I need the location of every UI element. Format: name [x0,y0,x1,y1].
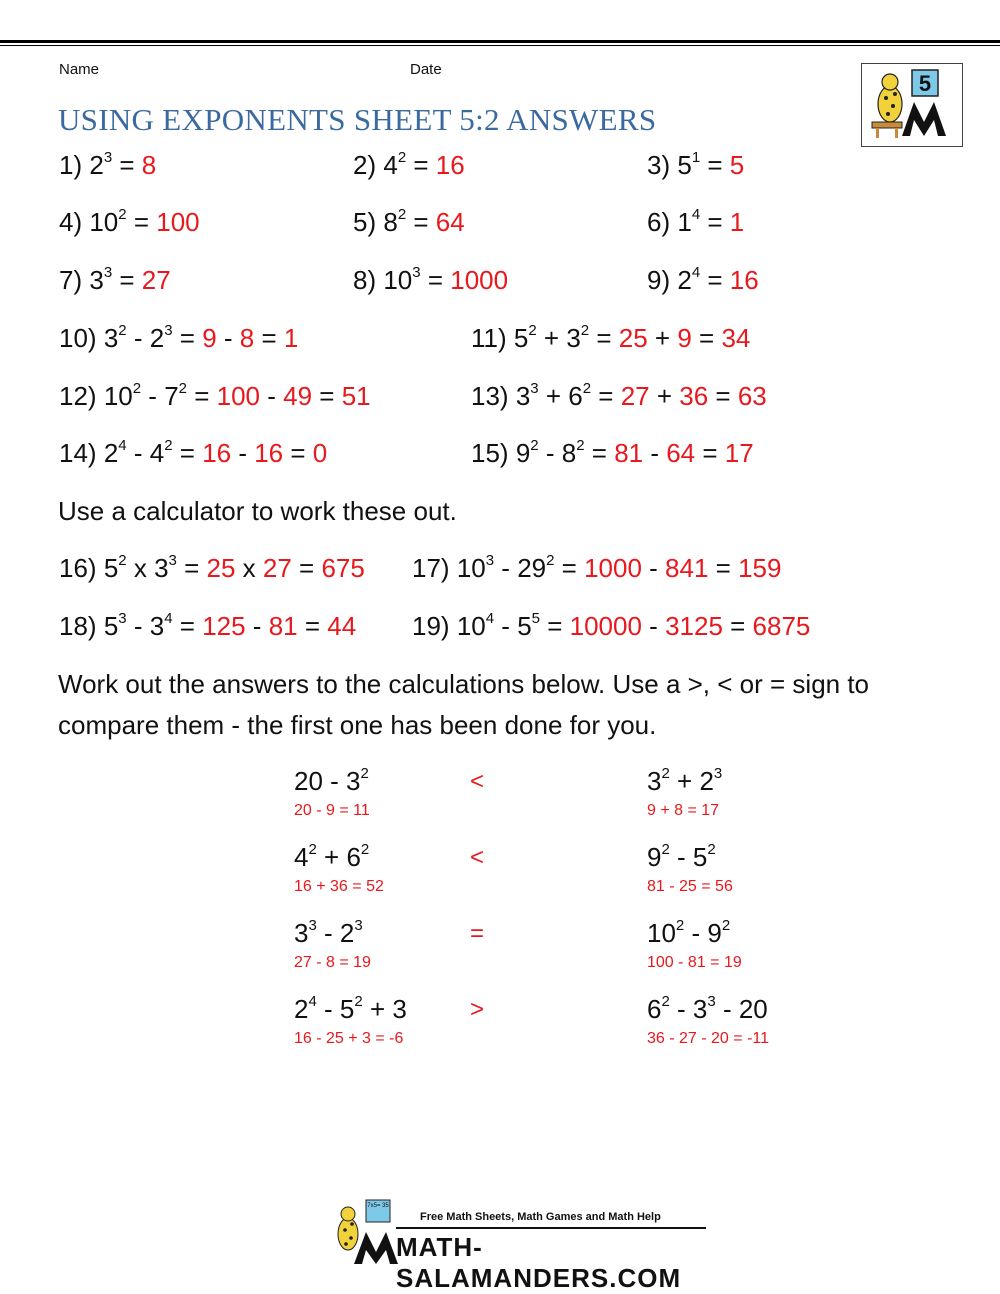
term: 3 [647,766,662,796]
question-number: 18) [59,611,104,641]
value-1: 100 [216,381,261,411]
answer: 16 [435,150,465,180]
value-1: 1000 [584,553,642,583]
value-2: 8 [239,323,255,353]
answer: 16 [729,265,759,295]
base: 5 [103,553,119,583]
value-2: 49 [283,381,313,411]
salamander-logo-icon [862,64,962,146]
equals: = [708,381,738,411]
exponent: 2 [308,841,317,859]
equals: = [540,611,570,641]
operator: - [538,438,562,468]
equals: = [312,381,342,411]
question-19 [412,611,810,642]
question-number: 9) [647,265,678,295]
base: 9 [515,438,531,468]
operator: - [494,553,518,583]
result: 17 [724,438,754,468]
term: + 3 [362,994,407,1024]
result: 1 [283,323,299,353]
equals: = [291,553,322,583]
exponent: 2 [132,380,142,398]
value-1: 16 [202,438,232,468]
exponent: 4 [308,993,317,1011]
exponent: 5 [531,610,540,628]
result: 44 [327,611,357,641]
term: + 6 [316,842,361,872]
base: 7 [164,381,179,411]
compare-sign: < [470,768,485,795]
exponent: 2 [360,841,370,859]
term: 2 [294,994,309,1024]
compare-left-expression [294,918,363,949]
footer-mini-badge: 7x5= 35 [367,1203,389,1209]
base: 8 [383,207,398,237]
question-number: 1) [59,150,90,180]
compare-sign: > [470,996,485,1023]
question-number: 8) [353,265,384,295]
base: 3 [515,381,531,411]
question-1 [59,150,156,181]
base: 10 [383,265,413,295]
answer: 64 [435,207,465,237]
equals: = [695,438,725,468]
exponent: 2 [530,437,539,455]
exponent: 2 [582,380,592,398]
equals: = [420,265,451,295]
question-number: 16) [59,553,104,583]
question-14 [59,438,327,469]
base: 2 [677,265,692,295]
compare-left-expression [294,766,369,797]
answer: 5 [729,150,745,180]
operator: - [141,381,165,411]
question-10 [59,323,298,354]
question-7 [59,265,171,296]
operator: - [216,323,240,353]
compare-right-working: 36 - 27 - 20 = -11 [647,1030,769,1047]
exponent: 3 [485,552,495,570]
compare-left-expression [294,994,407,1025]
operator: - [126,323,150,353]
exponent: 2 [707,841,716,859]
result: 159 [738,553,782,583]
equals: = [406,150,436,180]
base: 2 [103,438,119,468]
equals: = [691,323,722,353]
question-number: 15) [471,438,516,468]
exponent: 3 [103,264,113,282]
question-4 [59,207,200,238]
exponent: 2 [721,917,731,935]
operator: - [641,611,666,641]
exponent: 2 [661,993,670,1011]
footer-brand: MATH-SALAMANDERS.COM [396,1232,682,1293]
answer: 27 [141,265,171,295]
compare-instruction-line-1: Work out the answers to the calculations below. Use a >, < or = sign to [58,669,870,699]
compare-right-working: 100 - 81 = 19 [647,954,742,971]
question-11 [471,323,750,354]
exponent: 2 [661,841,670,859]
exponent: 2 [528,322,537,340]
base: 5 [517,611,532,641]
exponent: 2 [178,380,187,398]
operator: - [494,611,518,641]
compare-right-working: 81 - 25 = 56 [647,878,733,895]
compare-left-expression [294,842,369,873]
answer: 1000 [450,265,509,295]
question-3 [647,150,744,181]
question-8 [353,265,508,296]
answer: 8 [141,150,157,180]
base: 3 [154,553,169,583]
compare-left-working: 16 - 25 + 3 = -6 [294,1030,404,1047]
equals: = [112,265,142,295]
result: 0 [312,438,328,468]
exponent: 3 [713,765,723,783]
exponent: 3 [118,610,127,628]
compare-right-expression [647,766,722,797]
term: 6 [647,994,662,1024]
operator: + [538,381,569,411]
value-2: 3125 [665,611,723,641]
question-12 [59,381,371,412]
question-2 [353,150,465,181]
base: 10 [89,207,119,237]
question-number: 19) [412,611,457,641]
equals: = [187,381,217,411]
operator: + [649,381,680,411]
base: 10 [456,611,486,641]
exponent: 2 [118,322,127,340]
equals: = [283,438,313,468]
compare-right-expression [647,994,768,1025]
operator: - [260,381,284,411]
question-15 [471,438,754,469]
answer: 1 [729,207,745,237]
exponent: 2 [675,917,685,935]
grade-badge-text: 5 [918,71,932,96]
base: 8 [561,438,577,468]
question-number: 6) [647,207,678,237]
exponent: 2 [397,206,407,224]
exponent: 2 [118,552,127,570]
term: 20 - 3 [294,766,361,796]
equals: = [700,150,730,180]
exponent: 2 [164,437,173,455]
operator: - [245,611,269,641]
compare-right-expression [647,918,730,949]
base: 5 [103,611,119,641]
exponent: 4 [691,264,701,282]
operator: - [126,611,150,641]
term: - 3 [669,994,708,1024]
value-1: 10000 [569,611,642,641]
result: 51 [341,381,371,411]
term: - 5 [316,994,355,1024]
question-number: 5) [353,207,384,237]
exponent: 3 [168,552,177,570]
compare-left-working: 16 + 36 = 52 [294,878,384,895]
exponent: 2 [546,552,555,570]
exponent: 3 [530,380,539,398]
term: - 9 [684,918,722,948]
base: 10 [456,553,486,583]
result: 675 [321,553,365,583]
base: 3 [103,323,119,353]
exponent: 3 [103,149,113,167]
operator: x [235,553,263,583]
value-2: 64 [666,438,696,468]
value-2: 36 [679,381,709,411]
compare-left-working: 27 - 8 = 19 [294,954,371,971]
base: 4 [149,438,165,468]
value-2: 841 [665,553,709,583]
operator: - [231,438,255,468]
term: - 5 [669,842,708,872]
equals: = [591,381,621,411]
question-5 [353,207,465,238]
question-number: 12) [59,381,104,411]
base: 6 [568,381,583,411]
equals: = [254,323,284,353]
equals: = [722,611,753,641]
base: 5 [513,323,529,353]
value-2: 16 [254,438,284,468]
top-rule [0,40,1000,43]
name-label: Name [59,61,100,78]
value-1: 25 [206,553,236,583]
exponent: 2 [576,437,585,455]
question-16 [59,553,365,584]
value-1: 125 [202,611,246,641]
base: 3 [89,265,104,295]
base: 2 [89,150,104,180]
compare-sign: < [470,844,485,871]
base: 29 [517,553,547,583]
equals: = [297,611,328,641]
question-number: 11) [471,323,514,353]
operator: - [641,553,666,583]
equals: = [406,207,436,237]
base: 10 [103,381,133,411]
question-number: 10) [59,323,104,353]
exponent: 3 [354,917,363,935]
exponent: 3 [412,264,421,282]
base: 5 [677,150,692,180]
term: - 2 [316,918,355,948]
question-number: 17) [412,553,457,583]
exponent: 2 [354,993,363,1011]
equals: = [589,323,619,353]
operator: + [536,323,567,353]
equals: = [172,611,203,641]
question-number: 7) [59,265,90,295]
term: 10 [647,918,676,948]
top-rule-thin [0,45,1000,46]
equals: = [172,323,203,353]
base: 3 [566,323,581,353]
footer-divider [396,1227,706,1229]
term: + 2 [669,766,714,796]
grade-logo [861,63,963,147]
equals: = [708,553,739,583]
base: 2 [149,323,165,353]
footer-logo [326,1196,716,1293]
term: 3 [294,918,309,948]
question-6 [647,207,744,238]
operator: + [647,323,678,353]
equals: = [700,207,730,237]
value-1: 81 [614,438,644,468]
calculator-instruction: Use a calculator to work these out. [58,496,457,526]
equals: = [172,438,203,468]
exponent: 2 [397,149,407,167]
compare-left-working: 20 - 9 = 11 [294,802,370,819]
term: 9 [647,842,662,872]
result: 6875 [752,611,811,641]
result: 34 [721,323,751,353]
question-number: 4) [59,207,90,237]
equals: = [176,553,207,583]
compare-right-expression [647,842,716,873]
value-2: 81 [268,611,298,641]
value-2: 9 [677,323,692,353]
compare-instruction-line-2: compare them - the first one has been done for you. [58,710,657,740]
question-17 [412,553,781,584]
exponent: 2 [580,322,590,340]
page-title: USING EXPONENTS SHEET 5:2 ANSWERS [58,102,657,137]
value-1: 25 [618,323,648,353]
exponent: 4 [118,437,127,455]
question-13 [471,381,767,412]
operator: x [126,553,155,583]
operator: - [643,438,667,468]
exponent: 3 [308,917,317,935]
base: 1 [677,207,692,237]
exponent: 2 [118,206,127,224]
exponent: 2 [661,765,670,783]
question-number: 13) [471,381,516,411]
exponent: 1 [691,149,701,167]
equals: = [112,150,142,180]
date-label: Date [410,61,442,78]
exponent: 3 [707,993,716,1011]
base: 4 [383,150,398,180]
term: - 20 [715,994,768,1024]
equals: = [554,553,585,583]
compare-right-working: 9 + 8 = 17 [647,802,720,819]
value-2: 27 [262,553,292,583]
question-number: 3) [647,150,678,180]
exponent: 4 [691,206,701,224]
value-1: 9 [202,323,217,353]
exponent: 4 [164,610,173,628]
question-18 [59,611,356,642]
operator: - [126,438,150,468]
equals: = [126,207,157,237]
question-number: 14) [59,438,104,468]
result: 63 [737,381,767,411]
exponent: 4 [485,610,495,628]
answer: 100 [156,207,200,237]
exponent: 3 [164,322,173,340]
term: 4 [294,842,309,872]
question-number: 2) [353,150,384,180]
base: 3 [149,611,165,641]
equals: = [584,438,615,468]
footer-tagline: Free Math Sheets, Math Games and Math Help [420,1211,661,1223]
exponent: 2 [360,765,369,783]
question-9 [647,265,759,296]
compare-sign: = [470,920,485,947]
value-1: 27 [620,381,650,411]
equals: = [700,265,730,295]
